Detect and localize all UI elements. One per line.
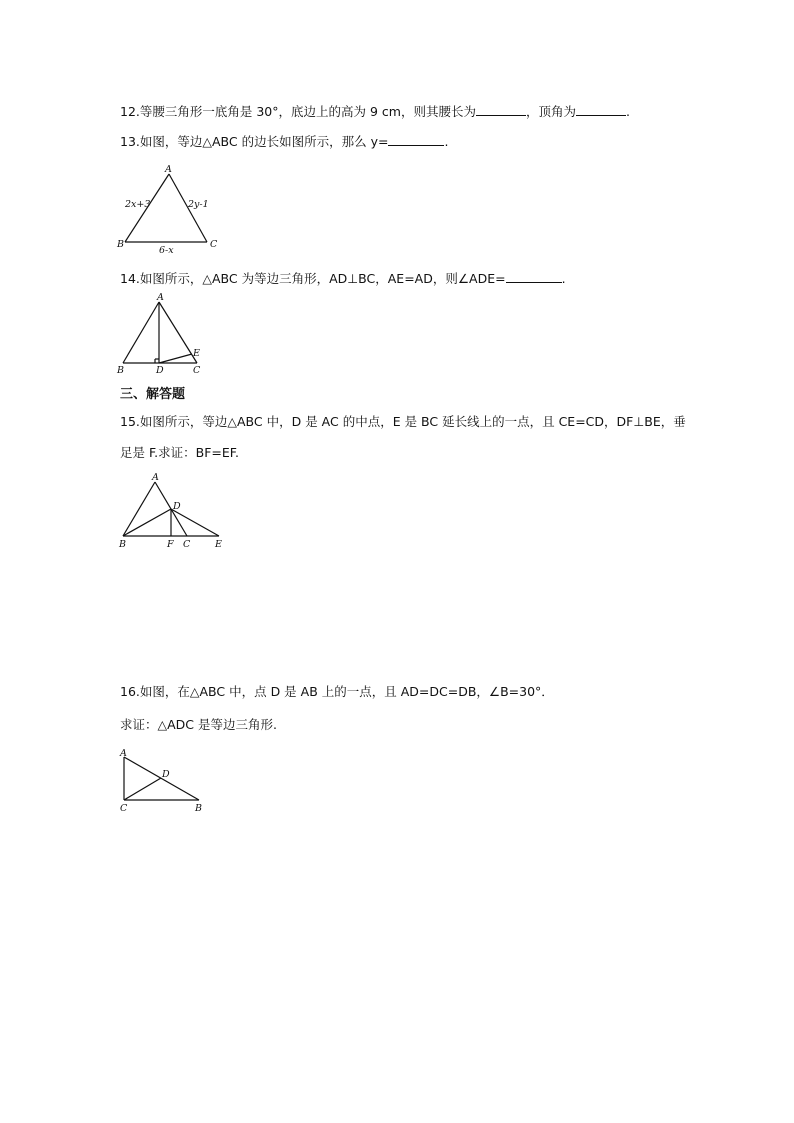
question-12	[120, 103, 630, 120]
question-14	[120, 270, 566, 287]
point-label-d: D	[156, 365, 164, 376]
vertex-label-b: B	[195, 803, 202, 814]
question-16-line-2: 求证：△ADC 是等边三角形.	[120, 717, 277, 732]
point-label-e: E	[215, 539, 222, 550]
section-heading: 三、解答题	[120, 387, 186, 402]
segment-cd	[124, 778, 161, 800]
segment-de	[159, 354, 192, 363]
figure-14-triangle	[115, 290, 215, 376]
question-13	[120, 133, 448, 150]
question-15-line-1: 15.如图所示，等边△ABC 中，D 是 AC 的中点，E 是 BC 延长线上的一点，且 CE=CD，DF⊥BE，垂	[120, 414, 686, 429]
point-label-e: E	[193, 348, 200, 359]
vertex-label-a: A	[152, 472, 159, 483]
answer-blank[interactable]	[476, 103, 526, 116]
vertex-label-c: C	[210, 239, 218, 250]
segment-bd	[123, 509, 171, 536]
side-label-left: 2x+3	[125, 199, 151, 210]
vertex-label-c: C	[120, 803, 128, 814]
question-12-mid: ，顶角为	[525, 104, 576, 119]
figure-13-triangle	[115, 162, 225, 257]
question-15-line-2: 足是 F.求证：BF=EF.	[120, 445, 239, 460]
answer-blank[interactable]	[388, 133, 444, 146]
question-14-text: 14.如图所示，△ABC 为等边三角形，AD⊥BC，AE=AD，则∠ADE=	[120, 271, 506, 286]
segment-de	[171, 509, 219, 536]
point-label-d: D	[162, 769, 170, 780]
answer-blank[interactable]	[576, 103, 626, 116]
side-label-bottom: 6-x	[159, 245, 174, 256]
point-label-f: F	[167, 539, 174, 550]
point-label-d: D	[173, 501, 181, 512]
vertex-label-b: B	[117, 365, 124, 376]
question-12-text: 12.等腰三角形一底角是 30°，底边上的高为 9 cm，则其腰长为	[120, 104, 476, 119]
question-14-end: .	[561, 271, 566, 286]
vertex-label-b: B	[117, 239, 124, 250]
vertex-label-b: B	[119, 539, 126, 550]
vertex-label-a: A	[120, 748, 127, 759]
side-ab	[123, 302, 159, 363]
question-13-text: 13.如图，等边△ABC 的边长如图所示，那么 y=	[120, 134, 389, 149]
side-ab	[123, 482, 155, 536]
vertex-label-c: C	[183, 539, 191, 550]
question-16-line-1: 16.如图，在△ABC 中，点 D 是 AB 上的一点，且 AD=DC=DB，∠B=30°．	[120, 684, 554, 699]
question-12-end: .	[625, 104, 630, 119]
vertex-label-a: A	[157, 292, 164, 303]
figure-16-triangle	[115, 745, 215, 817]
side-label-right: 2y-1	[188, 199, 209, 210]
vertex-label-c: C	[193, 365, 201, 376]
figure-15-triangle	[115, 470, 235, 552]
question-13-end: .	[444, 134, 449, 149]
answer-blank[interactable]	[506, 270, 562, 283]
vertex-label-a: A	[165, 164, 172, 175]
